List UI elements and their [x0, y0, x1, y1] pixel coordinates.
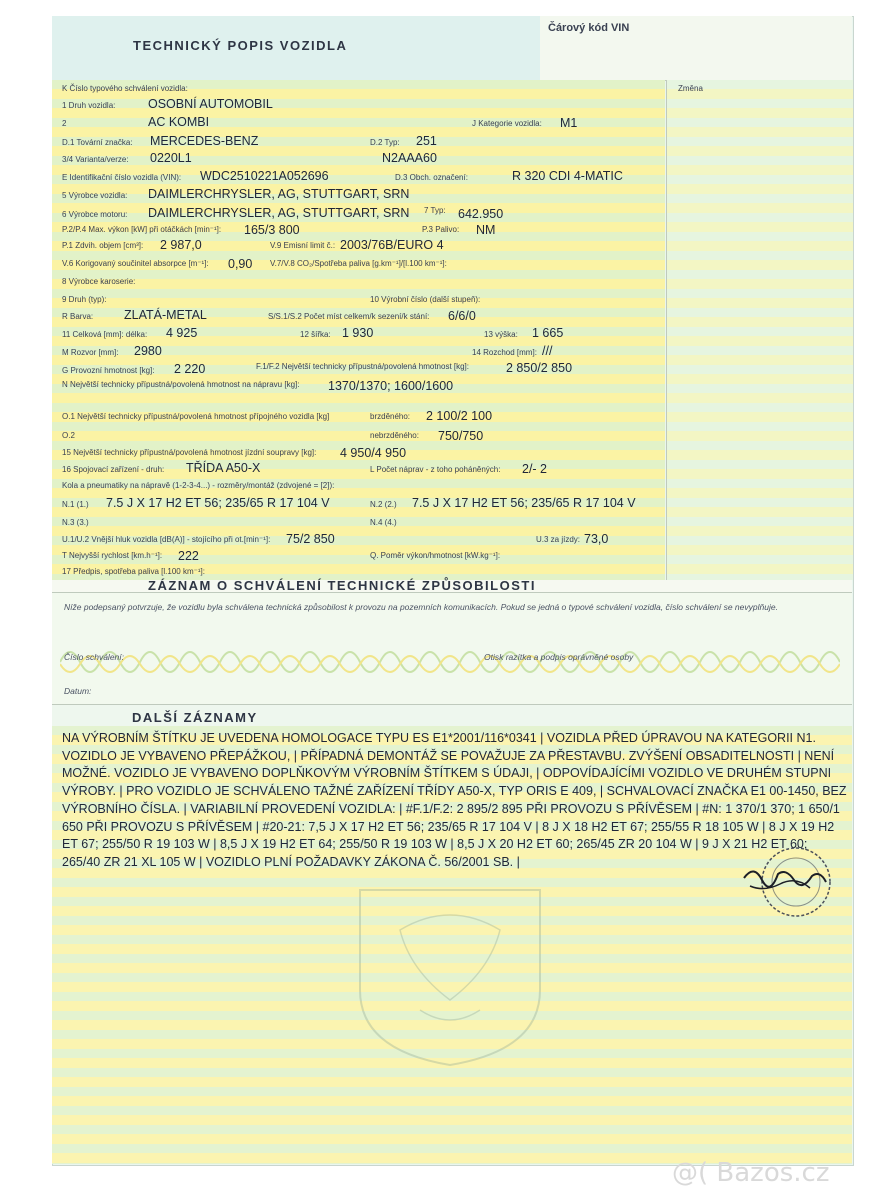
field-label: 16 Spojovací zařízení - druh: — [62, 465, 165, 474]
field-value: 1 930 — [342, 326, 374, 340]
field-value: 2 850/2 850 — [506, 361, 573, 375]
field-label: 10 Výrobní číslo (další stupeň): — [370, 295, 481, 304]
change-label: Změna — [678, 84, 703, 93]
field-label: K Číslo typového schválení vozidla: — [62, 84, 188, 93]
field-label: Q. Poměr výkon/hmotnost [kW.kg⁻¹]: — [370, 551, 501, 560]
field-label: 15 Největší technicky přípustná/povolená hmotnost jízdní soupravy [kg]: — [62, 448, 317, 457]
field-value: WDC2510221A052696 — [200, 169, 329, 183]
field-label: D.3 Obch. označení: — [395, 173, 468, 182]
field-value: 165/3 800 — [244, 223, 300, 237]
page-title: TECHNICKÝ POPIS VOZIDLA — [133, 38, 348, 53]
field-value: N2AAA60 — [382, 151, 437, 165]
approval-date-label: Datum: — [64, 686, 92, 696]
field-label: P.1 Zdvih. objem [cm³]: — [62, 241, 144, 250]
field-value: TŘÍDA A50-X — [186, 461, 261, 475]
field-label: 13 výška: — [484, 330, 518, 339]
field-value: 2 987,0 — [160, 238, 202, 252]
field-label: M Rozvor [mm]: — [62, 348, 119, 357]
bazos-watermark: @( Bazos.cz — [672, 1158, 830, 1188]
field-label: O.2 — [62, 431, 75, 440]
vin-barcode-label: Čárový kód VIN — [548, 22, 630, 34]
field-label: 8 Výrobce karoserie: — [62, 277, 136, 286]
field-label: V.9 Emisní limit č.: — [270, 241, 336, 250]
field-label: P.3 Palivo: — [422, 225, 460, 234]
field-value: R 320 CDI 4-MATIC — [512, 169, 623, 183]
field-label: 1 Druh vozidla: — [62, 101, 116, 110]
field-label: O.1 Největší technicky přípustná/povolená hmotnost přípojného vozidla [kg] — [62, 412, 330, 421]
field-label: D.1 Tovární značka: — [62, 138, 133, 147]
state-emblem-watermark — [340, 880, 560, 1070]
field-value: DAIMLERCHRYSLER, AG, STUTTGART, SRN — [148, 187, 410, 201]
field-value: 4 925 — [166, 326, 198, 340]
field-label: 14 Rozchod [mm]: — [472, 348, 537, 357]
field-label: Kola a pneumatiky na nápravě (1-2-3-4...) - rozměry/montáž (zdvojené = [2]): — [62, 481, 335, 490]
field-label: U.1/U.2 Vnější hluk vozidla [dB(A)] - stojícího při ot.[min⁻¹]: — [62, 535, 271, 544]
field-value: AC KOMBI — [148, 115, 210, 129]
field-value: OSOBNÍ AUTOMOBIL — [148, 97, 273, 111]
field-label: 3/4 Varianta/verze: — [62, 155, 129, 164]
approval-number-label: Číslo schválení: — [64, 652, 124, 662]
field-label: N Největší technicky přípustná/povolená hmotnost na nápravu [kg]: — [62, 380, 300, 389]
field-label: 17 Předpis, spotřeba paliva [l.100 km⁻¹]: — [62, 567, 205, 576]
field-value: 2/- 2 — [522, 462, 548, 476]
field-label: 12 šířka: — [300, 330, 331, 339]
official-stamp-signature — [740, 840, 832, 922]
field-value: 7.5 J X 17 H2 ET 56; 235/65 R 17 104 V — [412, 496, 636, 510]
field-label: 2 — [62, 119, 67, 128]
field-label: T Nejvyšší rychlost [km.h⁻¹]: — [62, 551, 163, 560]
field-label: 11 Celková [mm]: délka: — [62, 330, 148, 339]
other-records-title: DALŠÍ ZÁZNAMY — [132, 710, 258, 725]
field-value: 2 220 — [174, 362, 206, 376]
field-value: 750/750 — [438, 429, 484, 443]
field-value: 4 950/4 950 — [340, 446, 407, 460]
security-wave-pattern — [60, 642, 840, 682]
field-label: 7 Typ: — [424, 206, 446, 215]
approval-title: ZÁZNAM O SCHVÁLENÍ TECHNICKÉ ZPŮSOBILOSTI — [148, 578, 536, 593]
field-label: F.1/F.2 Největší technicky přípustná/povolená hmotnost [kg]: — [256, 362, 469, 371]
field-label: R Barva: — [62, 312, 94, 321]
field-value: M1 — [560, 116, 578, 130]
field-label: nebrzděného: — [370, 431, 419, 440]
field-value: 2980 — [134, 344, 162, 358]
field-label: 9 Druh (typ): — [62, 295, 107, 304]
field-value: 6/6/0 — [448, 309, 476, 323]
field-value: 7.5 J X 17 H2 ET 56; 235/65 R 17 104 V — [106, 496, 330, 510]
field-value: 0,90 — [228, 257, 253, 271]
field-label: 6 Výrobce motoru: — [62, 210, 128, 219]
field-value: 251 — [416, 134, 437, 148]
field-value: 75/2 850 — [286, 532, 335, 546]
field-value: 2 100/2 100 — [426, 409, 493, 423]
field-value: 222 — [178, 549, 199, 563]
field-value: ZLATÁ-METAL — [124, 308, 207, 322]
field-label: N.3 (3.) — [62, 518, 89, 527]
field-value: 2003/76B/EURO 4 — [340, 238, 444, 252]
approval-note: Níže podepsaný potvrzuje, že vozidlu byla schválena technická způsobilost k provozu na pozemních komunikacích. Pokud se jedná o typové schválení vozidla, číslo schválení se nevyplňuje. — [64, 602, 778, 612]
field-label: N.4 (4.) — [370, 518, 397, 527]
stamp-signature-label: Otisk razítka a podpis oprávněné osoby — [484, 652, 634, 662]
field-value: 642.950 — [458, 207, 504, 221]
field-label: 5 Výrobce vozidla: — [62, 191, 128, 200]
field-label: D.2 Typ: — [370, 138, 400, 147]
field-label: S/S.1/S.2 Počet míst celkem/k sezení/k stání: — [268, 312, 430, 321]
field-value: 0220L1 — [150, 151, 192, 165]
field-label: J Kategorie vozidla: — [472, 119, 542, 128]
change-column — [666, 80, 853, 580]
field-value: 1370/1370; 1600/1600 — [328, 379, 454, 393]
field-label: N.1 (1.) — [62, 500, 89, 509]
field-label: U.3 za jízdy: — [536, 535, 581, 544]
field-label: G Provozní hmotnost [kg]: — [62, 366, 155, 375]
field-label: V.6 Korigovaný součinitel absorpce [m⁻¹]: — [62, 259, 209, 268]
field-value: 1 665 — [532, 326, 564, 340]
field-value: DAIMLERCHRYSLER, AG, STUTTGART, SRN — [148, 206, 410, 220]
field-label: L Počet náprav - z toho poháněných: — [370, 465, 501, 474]
field-label: E Identifikační číslo vozidla (VIN): — [62, 173, 182, 182]
field-label: V.7/V.8 CO₂/Spotřeba paliva [g.km⁻¹]/[l.100 km⁻¹]: — [270, 259, 447, 268]
field-label: N.2 (2.) — [370, 500, 397, 509]
field-value: NM — [476, 223, 496, 237]
field-label: P.2/P.4 Max. výkon [kW] při otáčkách [min⁻¹]: — [62, 225, 222, 234]
field-value: /// — [542, 344, 553, 358]
other-records-text: NA VÝROBNÍM ŠTÍTKU JE UVEDENA HOMOLOGACE TYPU ES E1*2001/116*0341 | VOZIDLA PŘED ÚPRAVOU NA KATEGORII N1. VOZIDLO JE VYBAVENO PŘEPÁŽKOU, | PŘÍPADNÁ DEMONTÁŽ SE POVAŽUJE ZA PŘESTAVBU. ZVÝŠENÍ OBSADITELNOSTI | NENÍ MOŽNÉ. VOZIDLO JE VYBAVENO DOPLŇKOVÝM VÝROBNÍM ŠTÍTKEM S ÚDAJI, | ODPOVÍDAJÍCÍMI VOZIDLO VE DRUHÉM STUPNI VÝROBY. | PRO VOZIDLO JE SCHVÁLENO TAŽNÉ ZAŘÍZENÍ TŘÍDY A50-X, TYP ORIS E 409, | SCHVALOVACÍ ZNAČKA E1 00-1450, BEZ VÝROBNÍHO ČÍSLA. | VARIABILNÍ PROVEDENÍ VOZIDLA: | #F.1/F.2: 2 895/2 895 PŘI PROVOZU S PŘÍVĚSEM | #N: 1 370/1 370; 1 650/1 650 PŘI PROVOZU S PŘÍVĚSEM | #20-21: 7,5 J X 17 H2 ET 56; 235/65 R 17 104 V | 8 J X 18 H2 ET 67; 255/55 R 18 105 W | 8 J X 19 H2 ET 67; 255/50 R 19 103 W | 8,5 J X 19 H2 ET 64; 255/50 R 19 103 W | 8,5 J X 20 H2 ET 60; 265/45 ZR 20 104 W | 9 J X 21 H2 ET 60; 265/40 ZR 21 XL 105 W | VOZIDLO PLNÍ POŽADAVKY ZÁKONA Č. 56/2001 SB. | — [62, 731, 847, 869]
field-label: brzděného: — [370, 412, 411, 421]
field-value: MERCEDES-BENZ — [150, 134, 259, 148]
field-value: 73,0 — [584, 532, 609, 546]
